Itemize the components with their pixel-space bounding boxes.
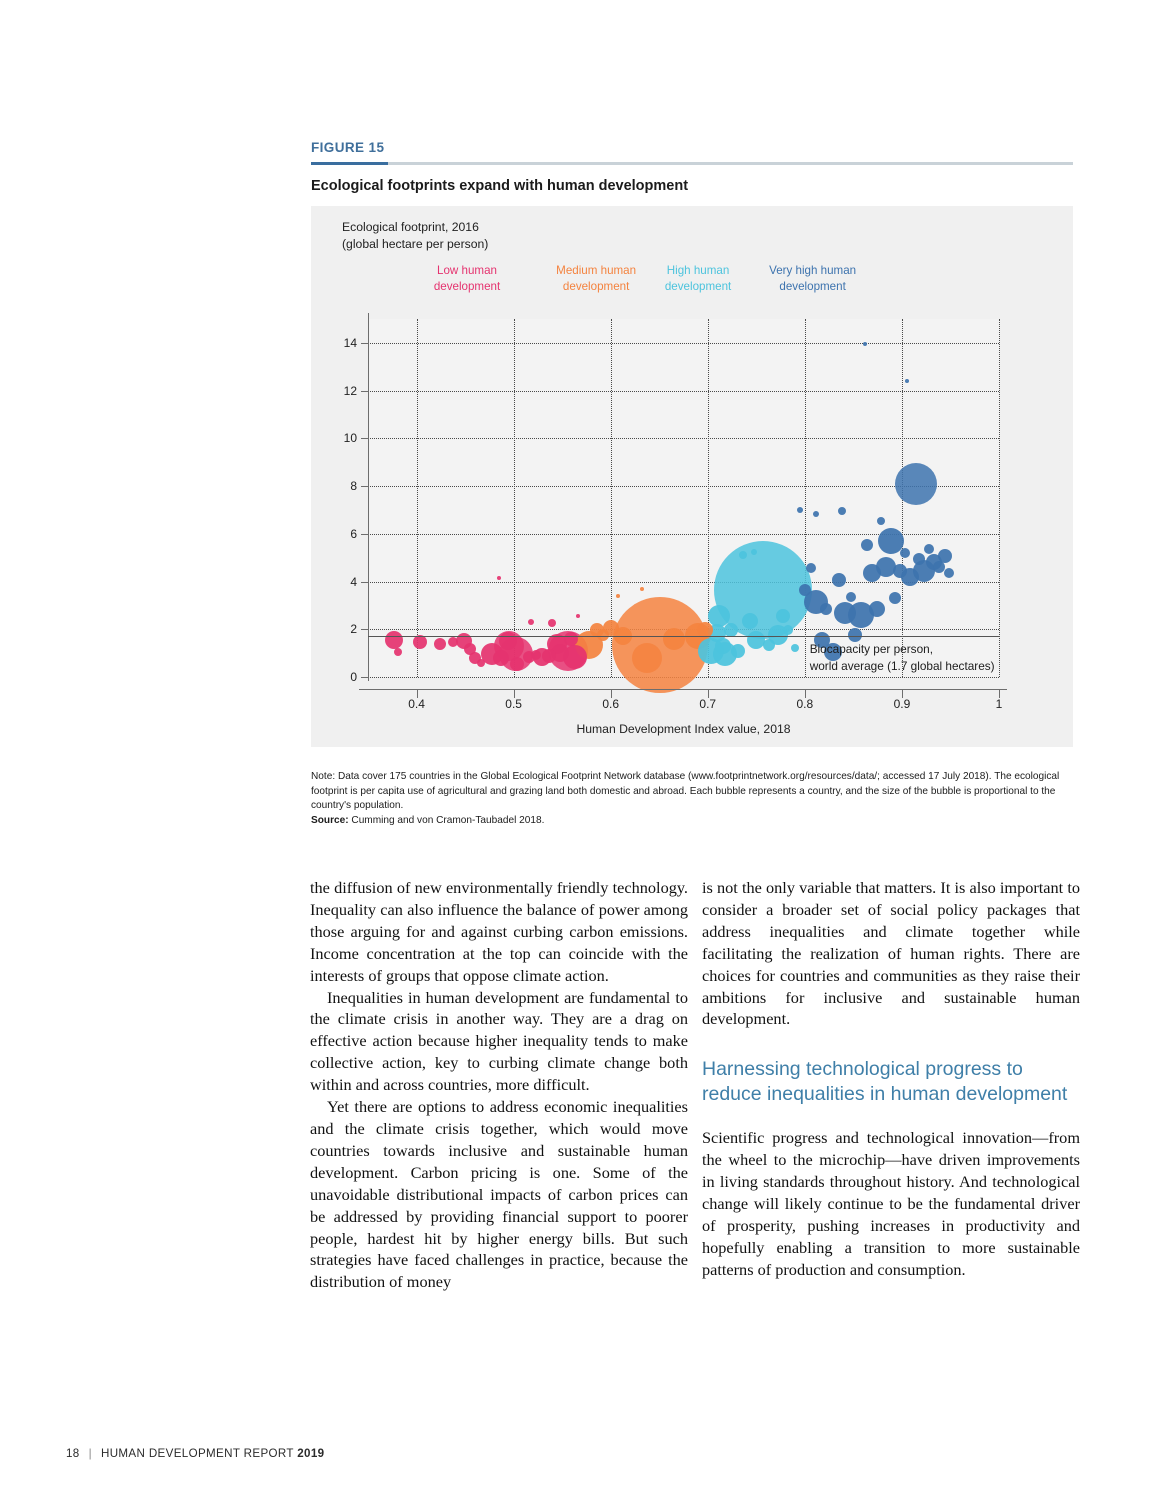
y-tick-mark xyxy=(361,486,368,487)
y-tick-mark xyxy=(361,582,368,583)
data-bubble xyxy=(791,644,799,652)
legend-item-0 xyxy=(434,263,500,295)
data-bubble xyxy=(838,507,846,515)
data-bubble xyxy=(776,609,790,623)
data-bubble xyxy=(663,628,685,650)
y-tick-label: 12 xyxy=(343,383,357,398)
biocapacity-label-line2: world average (1.7 global hectares) xyxy=(809,658,995,673)
data-bubble xyxy=(394,648,402,656)
page-number: 18 xyxy=(66,1447,80,1460)
plot-area xyxy=(343,319,1003,736)
data-bubble xyxy=(724,623,738,637)
legend-label-line2: development xyxy=(562,279,630,293)
data-bubble xyxy=(832,573,846,587)
data-bubble xyxy=(597,629,609,641)
legend-label-line2: development xyxy=(433,279,501,293)
y-tick-mark xyxy=(361,343,368,344)
data-bubble xyxy=(576,614,580,618)
figure-rule xyxy=(311,162,1073,165)
y-tick-mark xyxy=(361,391,368,392)
section-heading: Harnessing technological progress to reduce inequalities in human development xyxy=(702,1058,1068,1106)
data-bubble xyxy=(806,563,816,573)
legend-label-line2: development xyxy=(664,279,732,293)
x-tick-label: 0.4 xyxy=(408,697,425,711)
paragraph: is not the only variable that matters. It is also important to consider a broader set of social policy packages that address inequalities and climate together while facilitating the realization of human rights. There are choices for countries and communities as they raise their ambitions for inclusive and sustainable human development. xyxy=(702,878,1080,1029)
y-tick-label: 6 xyxy=(350,526,357,541)
data-bubble xyxy=(715,638,731,654)
data-bubble xyxy=(742,613,758,629)
data-bubble xyxy=(863,342,867,346)
x-tick-label: 0.9 xyxy=(893,697,911,711)
note-text: Data cover 175 countries in the Global Ecological Footprint Network database (www.footprintnetwork.org/resources/data/; accessed 17 July 2018). The ecological footprint is per capita use of agricultural and grazing land both domestic and abroad. Each bubble represents a country, and the size of the bubble is proportional to the country's population. xyxy=(311,771,1060,812)
data-bubble xyxy=(877,517,885,525)
data-bubble xyxy=(863,564,881,582)
y-tick-mark xyxy=(361,534,368,535)
legend-item-1 xyxy=(556,263,636,295)
x-tick-label: 0.7 xyxy=(699,697,717,711)
data-bubble xyxy=(434,638,446,650)
data-bubble xyxy=(448,637,458,647)
figure-title: Ecological footprints expand with human development xyxy=(311,178,689,194)
data-bubble xyxy=(632,643,662,673)
figure-block xyxy=(311,140,1073,747)
data-bubble xyxy=(846,592,856,602)
data-bubble xyxy=(763,639,775,651)
y-tick-mark xyxy=(361,629,368,630)
y-axis-caption xyxy=(342,219,488,254)
data-bubble xyxy=(869,601,885,617)
gridline-vertical xyxy=(999,319,1000,677)
footer-report-name: HUMAN DEVELOPMENT REPORT 2019 xyxy=(100,1447,325,1460)
data-bubble xyxy=(861,539,873,551)
data-bubble xyxy=(893,564,907,578)
paragraph: the diffusion of new environmentally friendly technology. Inequality can also influence the balance of power among those arguing for and against curbing carbon emissions. Income concentration at the top can coincide with the interests of groups that oppose climate action. xyxy=(310,878,688,985)
data-bubble xyxy=(834,602,856,624)
x-tick-label: 0.5 xyxy=(505,697,522,711)
y-axis-caption-line2: (global hectare per person) xyxy=(342,237,489,252)
footer-separator: | xyxy=(88,1447,92,1460)
data-bubble xyxy=(497,576,501,580)
bubble-layer xyxy=(368,319,999,677)
x-tick-label: 0.6 xyxy=(602,697,620,711)
data-bubble xyxy=(905,379,909,383)
y-tick-label: 2 xyxy=(350,622,357,637)
y-tick-label: 10 xyxy=(343,431,357,446)
data-bubble xyxy=(797,507,803,513)
source-text: Cumming and von Cramon-Taubadel 2018. xyxy=(348,814,545,826)
chart-legend xyxy=(311,263,1073,303)
data-bubble xyxy=(493,650,509,666)
data-bubble xyxy=(640,587,644,591)
x-tick-label: 1 xyxy=(995,697,1003,711)
source-prefix: Source: xyxy=(311,814,349,826)
data-bubble xyxy=(799,584,811,596)
data-bubble xyxy=(944,568,954,578)
data-bubble xyxy=(531,650,541,660)
y-tick-mark xyxy=(361,438,368,439)
body-column-right xyxy=(702,877,1080,1281)
paragraph: Yet there are options to address economic inequalities and the climate crisis together, which would move countries towards inclusive and sustainable human development. Carbon pricing is one. Some of the unavoidable distributional impacts of carbon prices can be addressed by providing financial support to poorer people, hardest hit by higher energy bills. But such strategies have faced challenges in practice, because the distribution of money xyxy=(310,1097,688,1292)
paragraph: Scientific progress and technological innovation—from the wheel to the microchip—have driven improvements in living standards throughout history. And technological change will likely continue to be the fundamental driver of prosperity, pushing increases in productivity and hopefully enabling a transition to more sustainable patterns of production and consumption. xyxy=(702,1128,1080,1279)
data-bubble xyxy=(900,548,910,558)
data-bubble xyxy=(385,631,403,649)
data-bubble xyxy=(499,632,517,650)
x-axis-line xyxy=(359,689,1007,690)
biocapacity-label-line1: Biocapacity per person, xyxy=(809,642,933,657)
y-tick-label: 8 xyxy=(350,479,357,494)
data-bubble xyxy=(616,594,620,598)
y-tick-label: 0 xyxy=(350,670,357,684)
data-bubble xyxy=(848,628,862,642)
paragraph: Inequalities in human development are fundamental to the climate crisis in another way. They are a drag on effective action because higher inequality tends to make collective action, key to curbing climate change both within and across countries, more difficult. xyxy=(310,987,688,1095)
y-axis-line xyxy=(368,313,369,681)
note-prefix: Note: xyxy=(311,771,336,782)
data-bubble xyxy=(895,463,937,505)
data-bubble xyxy=(820,603,832,615)
data-bubble xyxy=(924,544,934,554)
legend-label-line1: Medium human xyxy=(556,264,637,277)
x-tick-label: 0.8 xyxy=(796,697,814,711)
data-bubble xyxy=(889,592,901,604)
page-footer xyxy=(66,1447,324,1460)
y-tick-label: 14 xyxy=(343,335,357,350)
data-bubble xyxy=(913,553,925,565)
data-bubble xyxy=(751,549,757,555)
y-tick-mark xyxy=(361,677,368,678)
data-bubble xyxy=(564,632,578,646)
data-bubble xyxy=(510,657,524,671)
legend-label-line1: High human xyxy=(666,264,730,277)
bubble-chart xyxy=(311,206,1073,747)
legend-item-2 xyxy=(665,263,731,295)
y-axis-caption-line1: Ecological footprint, 2016 xyxy=(342,220,479,234)
data-bubble xyxy=(813,511,819,517)
data-bubble xyxy=(548,619,556,627)
body-column-left xyxy=(310,877,688,1293)
legend-label-line1: Low human xyxy=(437,264,497,277)
data-bubble xyxy=(542,649,556,663)
biocapacity-reference-line xyxy=(368,636,999,637)
y-tick-label: 4 xyxy=(350,574,357,589)
data-bubble xyxy=(739,551,747,559)
legend-label-line1: Very high human xyxy=(769,264,857,277)
data-bubble xyxy=(528,619,534,625)
figure-note xyxy=(311,770,1076,828)
data-bubble xyxy=(783,625,793,635)
data-bubble xyxy=(731,644,745,658)
data-bubble xyxy=(477,659,485,667)
x-axis-title: Human Development Index value, 2018 xyxy=(576,722,791,736)
biocapacity-annotation xyxy=(810,641,995,674)
legend-item-3 xyxy=(769,263,856,295)
legend-label-line2: development xyxy=(779,279,846,293)
footer-report-year: 2019 xyxy=(297,1447,325,1460)
figure-label: FIGURE 15 xyxy=(311,140,385,155)
